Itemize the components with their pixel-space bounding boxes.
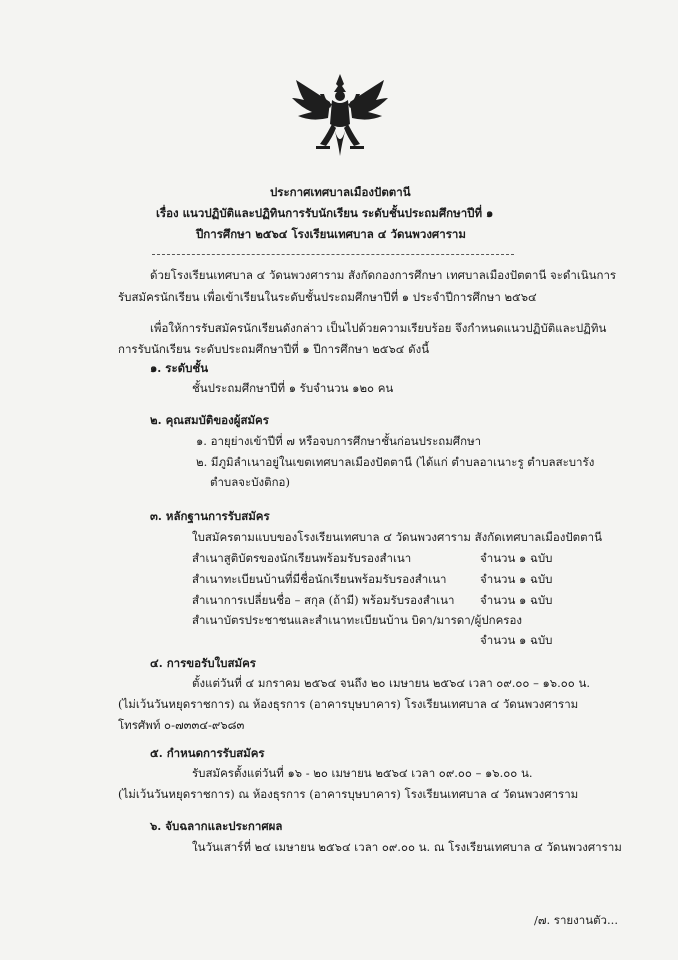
section6-line1: ในวันเสาร์ที่ ๒๔ เมษายน ๒๕๖๔ เวลา ๐๙.๐๐ น. ณ โรงเรียนเทศบาล ๔ วัดนพวงศาราม	[192, 840, 622, 854]
intro-paragraph2-line2: การรับนักเรียน ระดับประถมศึกษาปีที่ ๑ ปีการศึกษา ๒๕๖๔ ดังนี้	[118, 342, 430, 356]
section2-item2-line1: ๒. มีภูมิลำเนาอยู่ในเขตเทศบาลเมืองปัตตานี (ได้แก่ ตำบลอาเนาะรู ตำบลสะบารัง	[196, 455, 595, 469]
section2-heading: ๒. คุณสมบัติของผู้สมัคร	[150, 413, 269, 427]
section3-heading: ๓. หลักฐานการรับสมัคร	[150, 509, 270, 523]
section2-item1: ๑. อายุย่างเข้าปีที่ ๗ หรือจบการศึกษาชั้นก่อนประถมศึกษา	[196, 434, 482, 448]
section1-heading: ๑. ระดับชั้น	[150, 361, 209, 375]
section1-line: ชั้นประถมศึกษาปีที่ ๑ รับจำนวน ๑๒๐ คน	[192, 381, 394, 395]
garuda-emblem	[290, 72, 390, 158]
section6-heading: ๖. จับฉลากและประกาศผล	[150, 819, 283, 833]
document-name: สำเนาทะเบียนบ้านที่มีชื่อนักเรียนพร้อมรับรองสำเนา	[192, 572, 447, 586]
intro-paragraph1-line2: รับสมัครนักเรียน เพื่อเข้าเรียนในระดับชั้นประถมศึกษาปีที่ ๑ ประจำปีการศึกษา ๒๕๖๔	[118, 290, 537, 304]
document-name: สำเนาสูติบัตรของนักเรียนพร้อมรับรองสำเนา	[192, 551, 412, 565]
section4-line1: ตั้งแต่วันที่ ๔ มกราคม ๒๕๖๔ จนถึง ๒๐ เมษายน ๒๕๖๔ เวลา ๐๙.๐๐ – ๑๖.๐๐ น.	[192, 676, 590, 690]
document-quantity: จำนวน ๑ ฉบับ	[480, 551, 553, 565]
announcement-subject-line2: ปีการศึกษา ๒๕๖๔ โรงเรียนเทศบาล ๔ วัดนพวงศาราม	[196, 227, 466, 241]
announcement-title: ประกาศเทศบาลเมืองปัตตานี	[270, 185, 411, 199]
continued-marker: /๗. รายงานตัว...	[533, 913, 618, 927]
section3-line0: ใบสมัครตามแบบของโรงเรียนเทศบาล ๔ วัดนพวงศาราม สังกัดเทศบาลเมืองปัตตานี	[192, 530, 602, 544]
document-name: สำเนาบัตรประชาชนและสำเนาทะเบียนบ้าน บิดา/มารดา/ผู้ปกครอง	[192, 613, 522, 627]
document-quantity: จำนวน ๑ ฉบับ	[480, 572, 553, 586]
section5-line2: (ไม่เว้นวันหยุดราชการ) ณ ห้องธุรการ (อาคารบุษบาคาร) โรงเรียนเทศบาล ๔ วัดนพวงศาราม	[118, 787, 579, 801]
section4-phone: โทรศัพท์ ๐-๗๓๓๔-๙๖๘๓	[118, 718, 245, 732]
section5-line1: รับสมัครตั้งแต่วันที่ ๑๖ - ๒๐ เมษายน ๒๕๖๔ เวลา ๐๙.๐๐ – ๑๖.๐๐ น.	[192, 766, 533, 780]
announcement-subject: เรื่อง แนวปฏิบัติและปฏิทินการรับนักเรียน ระดับชั้นประถมศึกษาปีที่ ๑	[156, 206, 494, 220]
header-divider	[152, 254, 514, 255]
document-quantity: จำนวน ๑ ฉบับ	[480, 633, 553, 647]
intro-paragraph1-line1: ด้วยโรงเรียนเทศบาล ๔ วัดนพวงศาราม สังกัดกองการศึกษา เทศบาลเมืองปัตตานี จะดำเนินการ	[150, 268, 617, 282]
section5-heading: ๕. กำหนดการรับสมัคร	[150, 746, 265, 760]
section4-heading: ๔. การขอรับใบสมัคร	[150, 656, 256, 670]
section4-line2: (ไม่เว้นวันหยุดราชการ) ณ ห้องธุรการ (อาคารบุษบาคาร) โรงเรียนเทศบาล ๔ วัดนพวงศาราม	[118, 697, 579, 711]
document-name: สำเนาการเปลี่ยนชื่อ – สกุล (ถ้ามี) พร้อมรับรองสำเนา	[192, 593, 455, 607]
document-quantity: จำนวน ๑ ฉบับ	[480, 593, 553, 607]
intro-paragraph2-line1: เพื่อให้การรับสมัครนักเรียนดังกล่าว เป็นไปด้วยความเรียบร้อย จึงกำหนดแนวปฏิบัติและปฏิทิน	[150, 321, 607, 335]
section2-item2-line2: ตำบลจะบังติกอ)	[210, 475, 290, 489]
